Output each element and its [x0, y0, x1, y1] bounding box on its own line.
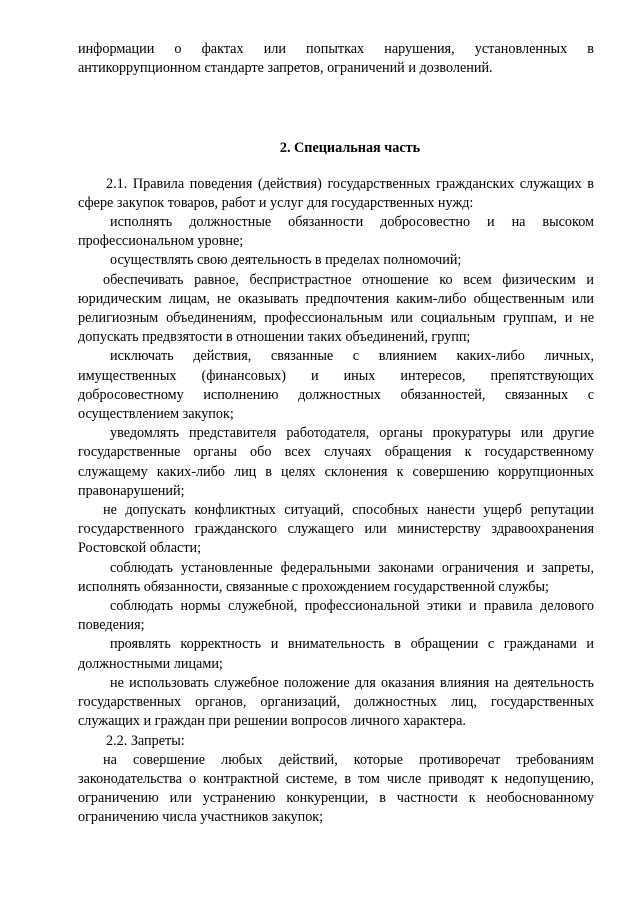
rule-item: не допускать конфликтных ситуаций, способных нанести ущерб репутации государственного гражданского служащего или министерству здравоохранения Ростовской области;	[78, 502, 594, 557]
intro-tail-paragraph: информации о фактах или попытках нарушения, установленных в антикоррупционном стандарте запретов, ограничений и дозволений.	[78, 41, 594, 77]
rule-item: осуществлять свою деятельность в пределах полномочий;	[110, 252, 462, 269]
rule-item: проявлять корректность и внимательность в обращении с гражданами и должностными лицами;	[78, 636, 594, 672]
clause-2-2-title: 2.2. Запреты:	[106, 732, 185, 749]
prohibition-item: на совершение любых действий, которые противоречат требованиям законодательства о контрактной системе, в том числе приводят к недопущению, ограничению или устранению конкуренции, в частности к необоснованному ограничению числа участников закупок;	[78, 751, 594, 826]
rule-item: соблюдать нормы служебной, профессиональной этики и правила делового поведения;	[78, 598, 594, 634]
rule-item: соблюдать установленные федеральными законами ограничения и запреты, исполнять обязанности, связанные с прохождением государственной службы;	[78, 559, 594, 595]
rule-item: обеспечивать равное, беспристрастное отношение ко всем физическим и юридическим лицам, не оказывать предпочтения каким-либо общественным или религиозным объединениям, профессиональным или социальным группам, и не допускать предвзятости в отношении таких объединений, групп;	[78, 271, 594, 346]
rule-item: уведомлять представителя работодателя, органы прокуратуры или другие государственные органы обо всех случаях обращения к государственному служащему каких-либо лиц в целях склонения к совершению коррупционных правонарушений;	[78, 425, 594, 499]
rule-item: не использовать служебное положение для оказания влияния на деятельность государственных органов, организаций, должностных лиц, государственных служащих и граждан при решении вопросов личного характера.	[78, 674, 594, 730]
rule-item: исключать действия, связанные с влиянием каких-либо личных, имущественных (финансовых) и иных интересов, препятствующих добросовестному исполнению должностных обязанностей, связанных с осуществлением закупок;	[78, 348, 594, 423]
rule-item: исполнять должностные обязанности добросовестно и на высоком профессиональном уровне;	[78, 214, 594, 250]
clause-2-1-title: 2.1. Правила поведения (действия) государственных гражданских служащих в сфере закупок товаров, работ и услуг для государственных нужд:	[78, 175, 594, 211]
section-title: 2. Специальная часть	[279, 140, 421, 157]
document-page	[78, 40, 594, 828]
